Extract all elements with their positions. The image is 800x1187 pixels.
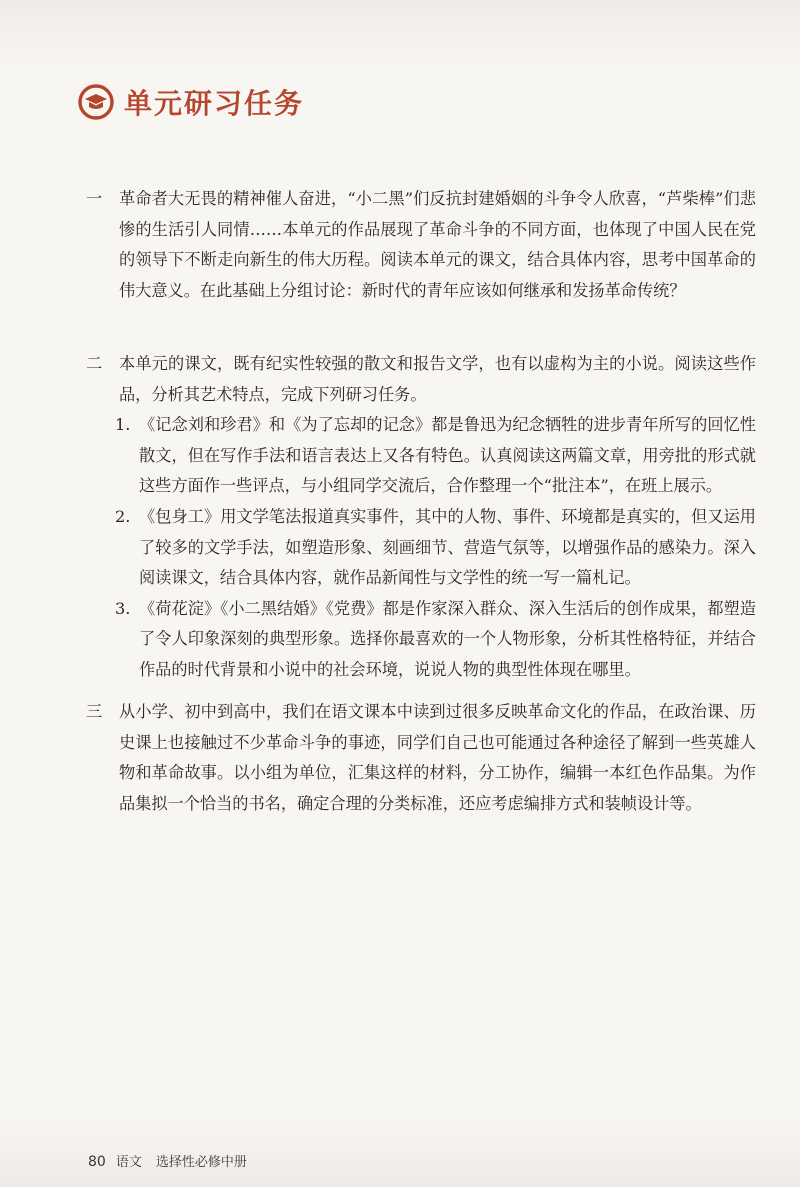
task-text: 革命者大无畏的精神催人奋进，“小二黑”们反抗封建婚姻的斗争令人欣喜，“芦柴棒”们悲惨的生活引人同情……本单元的作品展现了革命斗争的不同方面，也体现了中国人民在党的领导下不断走向新生的伟大历程。阅读本单元的课文，结合具体内容，思考中国革命的伟大意义。在此基础上分组讨论：新时代的青年应该如何继承和发扬革命传统？ bbox=[119, 189, 756, 300]
task-marker: 三 bbox=[86, 702, 103, 721]
task-two bbox=[86, 349, 756, 686]
sub-item-text: 《包身工》用文学笔法报道真实事件，其中的人物、事件、环境都是真实的，但又运用了较多的文学手法，如塑造形象、刻画细节、营造气氛等，以增强作品的感染力。深入阅读课文，结合具体内容，就作品新闻性与文学性的统一写一篇札记。 bbox=[139, 506, 756, 588]
task-sub-item bbox=[115, 410, 756, 502]
sub-item-number: 1. bbox=[115, 415, 131, 435]
task-marker: 二 bbox=[86, 354, 103, 373]
task-text: 本单元的课文，既有纪实性较强的散文和报告文学，也有以虚构为主的小说。阅读这些作品，分析其艺术特点，完成下列研习任务。 bbox=[119, 354, 756, 404]
sub-item-number: 2. bbox=[115, 506, 131, 526]
sub-item-text: 《记念刘和珍君》和《为了忘却的记念》都是鲁迅为纪念牺牲的进步青年所写的回忆性散文，但在写作手法和语言表达上又各有特色。认真阅读这两篇文章，用旁批的形式就这些方面作一些评点，与小组同学交流后，合作整理一个“批注本”，在班上展示。 bbox=[139, 415, 756, 496]
footer-book-title: 选择性必修中册 bbox=[155, 1155, 247, 1170]
section-title: 单元研习任务 bbox=[124, 87, 305, 120]
task-sub-item bbox=[115, 502, 756, 594]
task-three bbox=[86, 697, 756, 819]
sub-item-number: 3. bbox=[115, 598, 131, 618]
graduation-cap-icon bbox=[78, 84, 114, 120]
sub-item-text: 《荷花淀》《小二黑结婚》《党费》都是作家深入群众、深入生活后的创作成果，都塑造了令人印象深刻的典型形象。选择你最喜欢的一个人物形象，分析其性格特征，并结合作品的时代背景和小说中的社会环境，说说人物的典型性体现在哪里。 bbox=[139, 598, 756, 679]
footer-subject: 语文 bbox=[115, 1155, 142, 1170]
task-text: 从小学、初中到高中，我们在语文课本中读到过很多反映革命文化的作品，在政治课、历史课上也接触过不少革命斗争的事迹，同学们自己也可能通过各种途径了解到一些英雄人物和革命故事。以小组为单位，汇集这样的材料，分工协作，编辑一本红色作品集。为作品集拟一个恰当的书名，确定合理的分类标准，还应考虑编排方式和装帧设计等。 bbox=[119, 702, 756, 813]
task-marker: 一 bbox=[86, 189, 103, 208]
section-header bbox=[78, 78, 304, 126]
task-sub-item bbox=[115, 594, 756, 686]
page-number: 80 bbox=[88, 1154, 106, 1170]
page-footer bbox=[88, 1151, 247, 1170]
task-one bbox=[86, 184, 756, 306]
